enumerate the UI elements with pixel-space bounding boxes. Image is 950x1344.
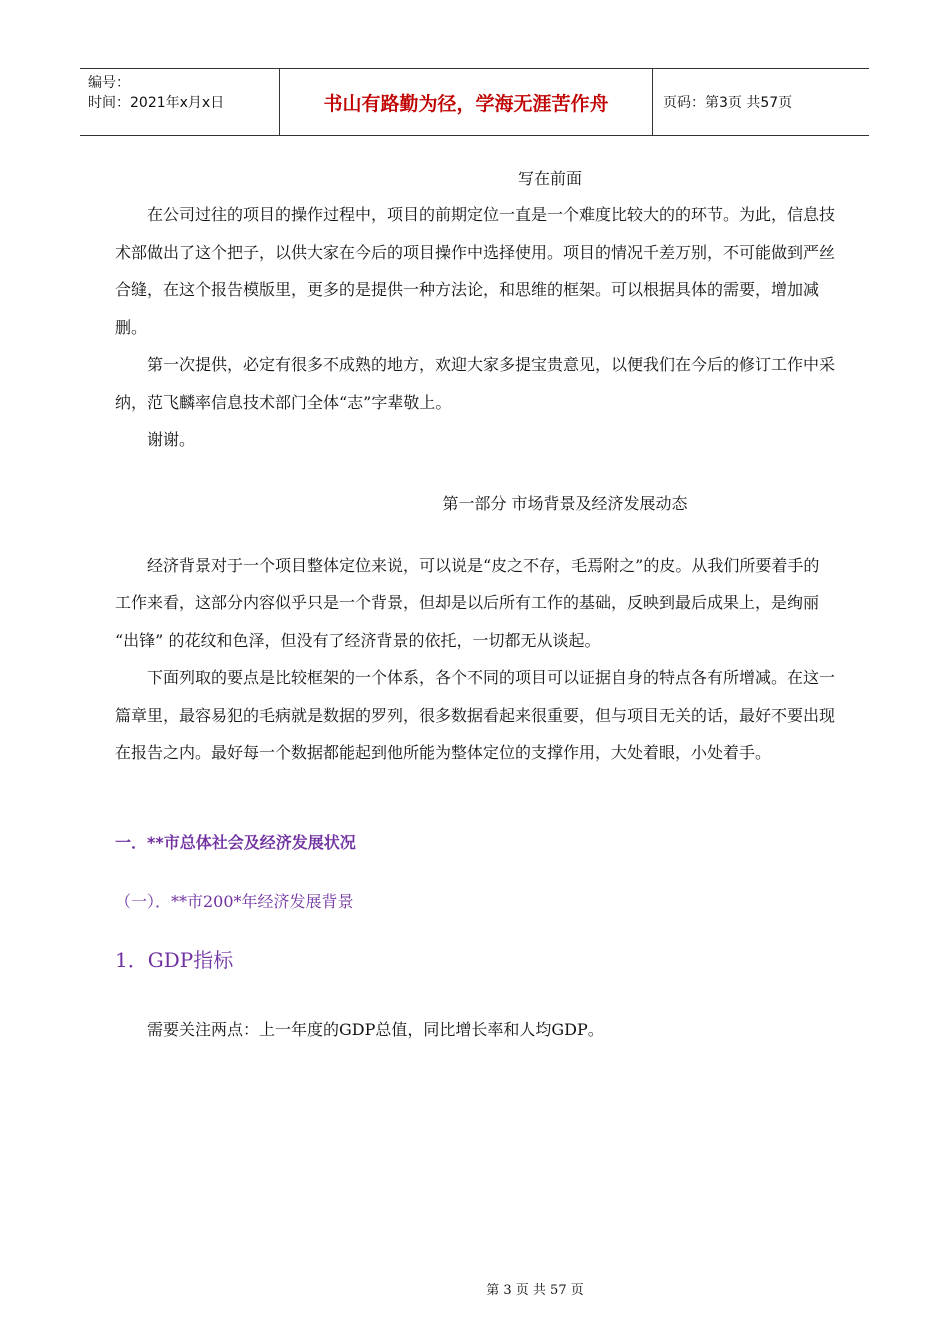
header-motto: 书山有路勤为径，学海无涯苦作舟	[280, 69, 653, 135]
header-page-info: 页码：第3页 共57页	[663, 95, 793, 111]
paragraph-5: 下面列取的要点是比较框架的一个体系，各个不同的项目可以证据自身的特点各有所增减。在这一篇章里，最容易犯的毛病就是数据的罗列，很多数据看起来很重要，但与项目无关的话，最好不要出现在报告之内。最好每一个数据都能起到他所能为整体定位的支撑作用，大处着眼，小处着手。	[115, 668, 836, 762]
header-time-label: 时间：2021年x月x日	[88, 95, 225, 111]
paragraph-2: 第一次提供，必定有很多不成熟的地方，欢迎大家多提宝贵意见，以便我们在今后的修订工作中采纳，范飞麟率信息技术部门全体“志”字辈敬上。	[115, 355, 836, 412]
paragraph-3: 谢谢。	[147, 430, 196, 449]
section-heading-1: 一．**市总体社会及经济发展状况	[115, 832, 356, 852]
page-header	[80, 68, 869, 136]
paragraph-1: 在公司过往的项目的操作过程中，项目的前期定位一直是一个难度比较大的的环节。为此，信息技术部做出了这个把子，以供大家在今后的项目操作中选择使用。项目的情况千差万别，不可能做到严丝合缝，在这个报告模版里，更多的是提供一种方法论，和思维的框架。可以根据具体的需要，增加减删。	[115, 205, 836, 337]
paragraph-6: 需要关注两点：上一年度的GDP总值，同比增长率和人均GDP。	[147, 1019, 604, 1039]
section-heading-2: （一）．**市200*年经济发展背景	[115, 891, 354, 911]
section-heading-3: 1．GDP指标	[115, 947, 234, 972]
part-title: 第一部分 市场背景及经济发展动态	[442, 493, 688, 513]
header-meta	[80, 69, 280, 135]
header-number-label: 编号：	[88, 75, 130, 91]
page-footer: 第 3 页 共 57 页	[486, 1283, 584, 1298]
document-body	[115, 162, 835, 1048]
paragraph-4: 经济背景对于一个项目整体定位来说，可以说是“皮之不存，毛焉附之”的皮。从我们所要着手的工作来看，这部分内容似乎只是一个背景，但却是以后所有工作的基础，反映到最后成果上，是绚丽 “出锋” 的花纹和色泽，但没有了经济背景的依托，一切都无从谈起。	[115, 555, 820, 650]
preface-title: 写在前面	[517, 169, 582, 188]
